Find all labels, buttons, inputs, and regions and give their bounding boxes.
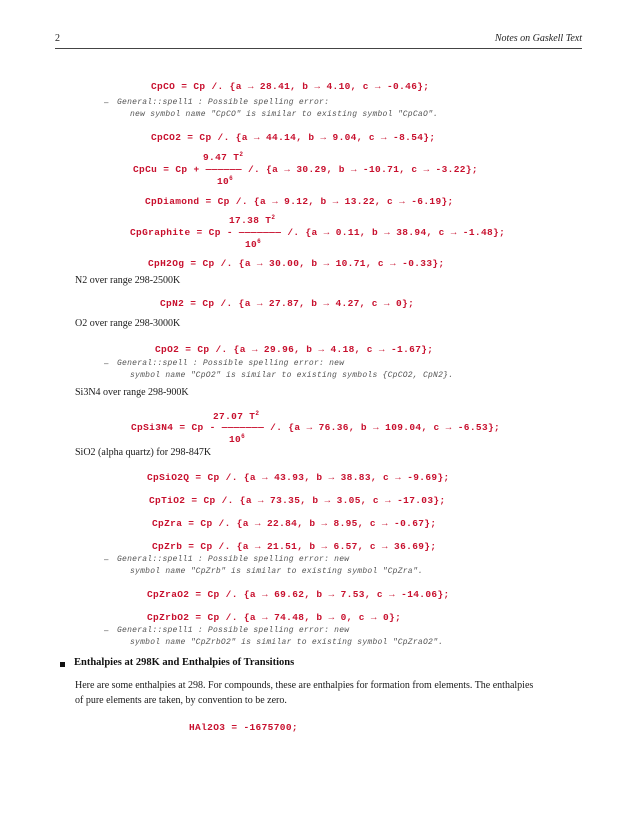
code-cptio2: CpTiO2 = Cp /. {a → 73.35, b → 3.05, c → -17.03};	[149, 495, 446, 506]
code-cpgraphite: CpGraphite = Cp - ——————— /. {a → 0.11, b → 38.94, c → -1.48};	[130, 227, 506, 238]
code-cpsi3n4-denominator: $10^6$	[229, 433, 246, 445]
running-title: Notes on Gaskell Text	[494, 33, 582, 44]
code-hal2o3: HAl2O3 = -1675700;	[189, 722, 298, 733]
code-cph2og: CpH2Og = Cp /. {a → 30.00, b → 10.71, c → -0.33};	[148, 258, 445, 269]
text-o2-range: O2 over range 298-3000K	[75, 318, 181, 329]
message-spell-2b: symbol name "CpO2" is similar to existing symbols {CpCO2, CpN2}.	[130, 371, 454, 380]
code-cpcu-denominator: $10^6$	[217, 175, 234, 187]
message-dash: –	[104, 555, 109, 564]
text-sio2-range: SiO2 (alpha quartz) for 298-847K	[75, 447, 212, 458]
message-spell-1a: General::spell1 : Possible spelling error:	[117, 98, 330, 107]
message-spell-4a: General::spell1 : Possible spelling error: new	[117, 626, 350, 635]
message-spell-3b: symbol name "CpZrb" is similar to existing symbol "CpZra".	[130, 567, 423, 576]
section-heading: Enthalpies at 298K and Enthalpies of Transitions	[74, 657, 295, 668]
code-cpsio2q: CpSiO2Q = Cp /. {a → 43.93, b → 38.83, c → -9.69};	[147, 472, 450, 483]
section-bullet-icon	[60, 662, 65, 667]
message-dash: –	[104, 98, 109, 107]
code-cpcu: CpCu = Cp + —————— /. {a → 30.29, b → -10.71, c → -3.22};	[133, 164, 478, 175]
code-cpsi3n4-numerator: 27.07 $T^2$	[213, 410, 260, 422]
paragraph-line-1: Here are some enthalpies at 298. For compounds, these are enthalpies for formation from elements. The enthalpies	[75, 680, 534, 691]
code-cpcu-numerator: 9.47 $T^2$	[203, 151, 244, 163]
message-spell-4b: symbol name "CpZrbO2" is similar to existing symbol "CpZraO2".	[130, 638, 444, 647]
message-dash: –	[104, 626, 109, 635]
code-cpzrbo2: CpZrbO2 = Cp /. {a → 74.48, b → 0, c → 0};	[147, 612, 402, 623]
code-cpco: CpCO = Cp /. {a → 28.41, b → 4.10, c → -0.46};	[151, 81, 430, 92]
header-rule	[55, 48, 582, 49]
code-cpgraphite-denominator: $10^6$	[245, 238, 262, 250]
code-cpzrao2: CpZraO2 = Cp /. {a → 69.62, b → 7.53, c → -14.06};	[147, 589, 450, 600]
message-spell-3a: General::spell1 : Possible spelling error: new	[117, 555, 350, 564]
page-number: 2	[55, 33, 60, 44]
code-cpco2: CpCO2 = Cp /. {a → 44.14, b → 9.04, c → -8.54};	[151, 132, 436, 143]
message-spell-1b: new symbol name "CpCO" is similar to existing symbol "CpCaO".	[130, 110, 439, 119]
text-n2-range: N2 over range 298-2500K	[75, 275, 181, 286]
code-cpo2: CpO2 = Cp /. {a → 29.96, b → 4.18, c → -1.67};	[155, 344, 434, 355]
code-cpzra: CpZra = Cp /. {a → 22.84, b → 8.95, c → -0.67};	[152, 518, 437, 529]
code-cpsi3n4: CpSi3N4 = Cp - ——————— /. {a → 76.36, b → 109.04, c → -6.53};	[131, 422, 501, 433]
message-dash: –	[104, 359, 109, 368]
code-cpgraphite-numerator: 17.38 $T^2$	[229, 214, 276, 226]
paragraph-line-2: of pure elements are taken, by convention to be zero.	[75, 695, 287, 706]
code-cpdiamond: CpDiamond = Cp /. {a → 9.12, b → 13.22, c → -6.19};	[145, 196, 454, 207]
code-cpn2: CpN2 = Cp /. {a → 27.87, b → 4.27, c → 0};	[160, 298, 415, 309]
code-cpzrb: CpZrb = Cp /. {a → 21.51, b → 6.57, c → 36.69};	[152, 541, 437, 552]
text-si3n4-range: Si3N4 over range 298-900K	[75, 387, 189, 398]
message-spell-2a: General::spell : Possible spelling error: new	[117, 359, 345, 368]
